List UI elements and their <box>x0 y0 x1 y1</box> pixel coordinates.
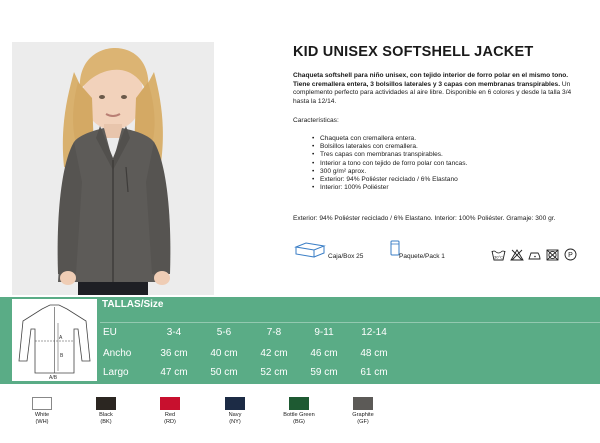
description-bold: Chaqueta softshell para niño unisex, con tejido interior de forro polar en el mismo tono. Tiene cremallera entera, 3 bolsillos laterales y 3 capas con membranas transpirables. <box>293 72 569 88</box>
color-code: (GF) <box>357 419 369 425</box>
size-cell: 40 cm <box>210 348 238 359</box>
color-swatch-white[interactable] <box>32 397 52 410</box>
size-cell: 12-14 <box>361 327 387 338</box>
dry-clean-p-icon <box>563 248 578 261</box>
feature-item: • Interior a tono con tejido de forro polar con tancas. <box>312 160 467 168</box>
color-name-navy <box>205 412 265 426</box>
box-icon <box>294 242 326 263</box>
color-label: Bottle Green <box>283 412 315 418</box>
box-label: Caja/Box 25 <box>328 253 364 260</box>
features-list <box>312 135 467 192</box>
feature-item: • Interior: 100% Poliéster <box>312 184 467 192</box>
size-cell: 3-4 <box>166 327 182 338</box>
feature-item: • Bolsillos laterales con cremallera. <box>312 143 467 151</box>
size-cell: 36 cm <box>160 348 188 359</box>
feature-item: • Tres capas con membranas transpirables. <box>312 151 467 159</box>
row-label: EU <box>103 327 117 338</box>
size-cell: 9-11 <box>314 327 334 338</box>
color-label: Black <box>99 412 113 418</box>
color-swatch-red[interactable] <box>160 397 180 410</box>
sketch-label-ab: A/B <box>49 375 58 381</box>
row-label: Largo <box>103 367 129 378</box>
color-swatch-black[interactable] <box>96 397 116 410</box>
color-swatch-bottle-green[interactable] <box>289 397 309 410</box>
feature-item: • Exterior: 94% Poliéster reciclado / 6% Elastano <box>312 176 467 184</box>
dry-clean-letter: P <box>568 252 573 259</box>
color-name-red <box>140 412 200 426</box>
size-cell: 46 cm <box>310 348 338 359</box>
size-cell: 47 cm <box>160 367 188 378</box>
color-name-white <box>12 412 72 426</box>
size-cell: 7-8 <box>266 327 282 338</box>
sketch-label-a: A <box>59 335 63 341</box>
jacket-measure-sketch <box>12 299 97 381</box>
color-swatch-navy[interactable] <box>225 397 245 410</box>
size-cell: 48 cm <box>360 348 388 359</box>
size-cell: 50 cm <box>210 367 238 378</box>
size-cell: 42 cm <box>260 348 288 359</box>
sketch-label-b: B <box>60 353 64 359</box>
composition-text: Exterior: 94% Poliéster reciclado / 6% Elastano. Interior: 100% Poliéster. Gramaje: 300 gr. <box>293 215 556 222</box>
color-label: White <box>34 412 50 418</box>
feature-item: • 300 g/m² aprox. <box>312 168 467 176</box>
sizes-title: TALLAS/Size <box>102 299 164 310</box>
no-bleach-icon <box>509 248 524 261</box>
product-title: KID UNISEX SOFTSHELL JACKET <box>293 44 534 60</box>
color-code: (RD) <box>164 419 176 425</box>
color-name-bottle-green <box>269 412 329 426</box>
description-rest: Un complemento perfecto para actividades al aire libre. Disponible en 6 colores y desde la talla 3/4 hasta la 12/14. <box>293 80 572 105</box>
color-code: (BK) <box>100 419 112 425</box>
size-cell: 61 cm <box>360 367 388 378</box>
table-divider <box>100 322 600 323</box>
iron-low-icon <box>527 248 542 261</box>
features-heading: Características: <box>293 117 339 124</box>
color-label: Graphite <box>352 412 374 418</box>
bag-label: Paquete/Pack 1 <box>399 253 445 260</box>
size-cell: 5-6 <box>216 327 232 338</box>
color-code: (NY) <box>229 419 241 425</box>
color-name-graphite <box>333 412 393 426</box>
row-label: Ancho <box>103 348 132 359</box>
size-cell: 52 cm <box>260 367 288 378</box>
feature-item: • Chaqueta con cremallera entera. <box>312 135 467 143</box>
color-code: (BG) <box>293 419 305 425</box>
product-description <box>293 72 583 106</box>
care-icons <box>491 248 578 261</box>
size-cell: 59 cm <box>310 367 338 378</box>
color-label: Red <box>164 412 176 418</box>
wash-temp: 30°C <box>494 254 503 259</box>
color-swatch-graphite[interactable] <box>353 397 373 410</box>
color-name-black <box>76 412 136 426</box>
color-code: (WH) <box>35 419 49 425</box>
color-label: Navy <box>228 412 242 418</box>
wash-30-icon <box>491 248 506 261</box>
no-tumble-dry-icon <box>545 248 560 261</box>
product-photo <box>12 42 214 295</box>
